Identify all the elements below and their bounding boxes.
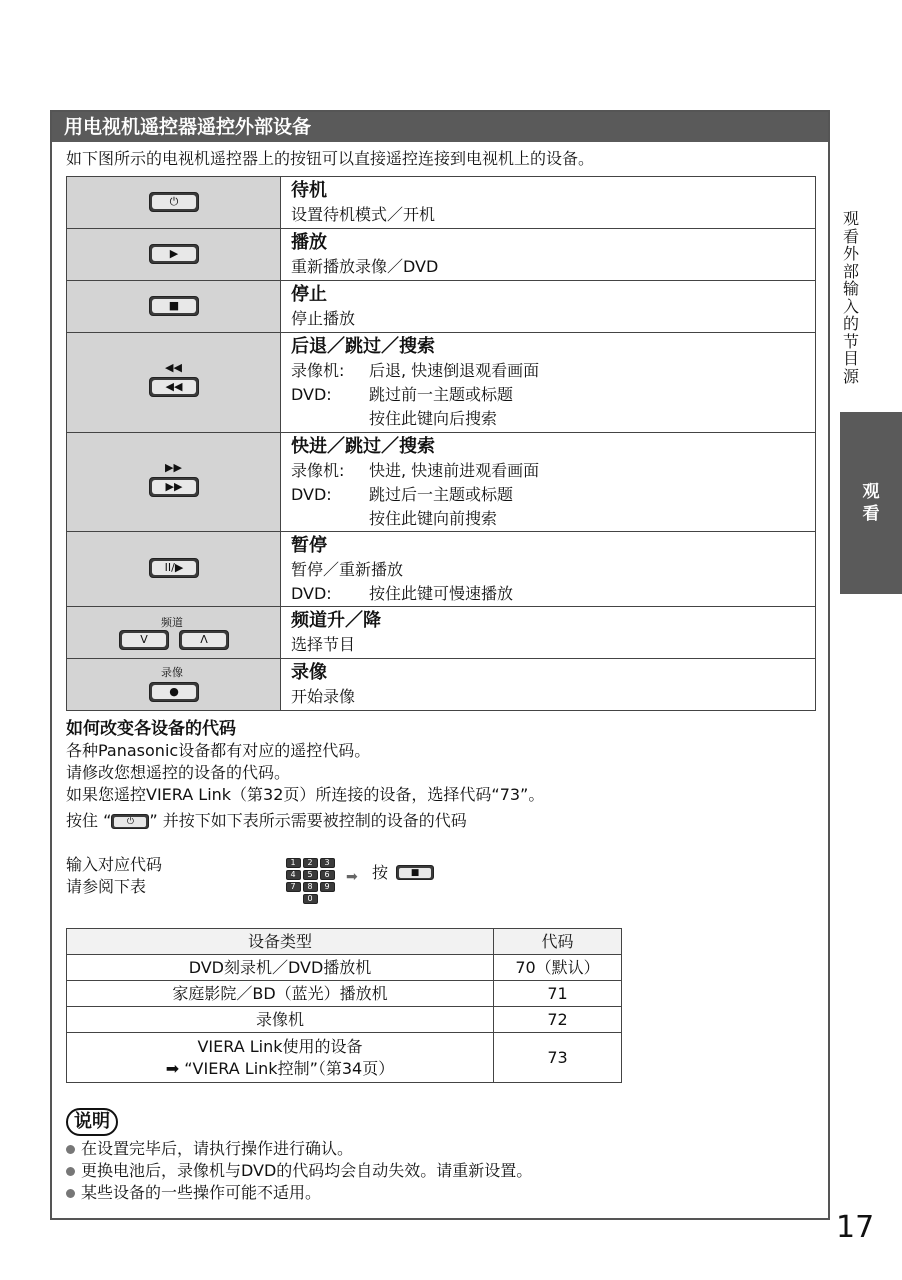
note-text: 更换电池后，录像机与DVD的代码均会自动失效。请重新设置。 [81,1161,533,1180]
dvd-line [291,483,815,507]
code-cell: 71 [494,981,622,1007]
content-frame [50,110,830,1220]
side-chapter-text [840,210,862,385]
key-row-rewind [67,333,816,433]
play-button [149,244,199,264]
key-line: 暂停／重新播放 [291,560,404,579]
key-desc [281,333,816,433]
key-line: 设置待机模式／开机 [291,205,436,224]
key-desc [281,229,816,281]
record-label: 录像 [161,666,183,679]
howto-line: 请修改您想遥控的设备的代码。 [66,763,291,782]
key-cell [67,532,281,607]
note-text: 在设置完毕后，请执行操作进行确认。 [81,1139,354,1158]
howto-line: 各种Panasonic设备都有对应的遥控代码。 [66,741,371,760]
dvd-text: 按住此键可慢速播放 [369,584,514,603]
section-title: 用电视机遥控器遥控外部设备 [52,112,828,142]
howto-line: 如果您遥控VIERA Link（第32页）所连接的设备，选择代码“73”。 [66,785,545,804]
side-char: 入 [842,296,859,316]
remote-keys-table [66,176,816,711]
bullet-icon [66,1145,75,1154]
code-cell: 73 [494,1033,622,1083]
stop-button [149,296,199,316]
key-title: 频道升／降 [291,610,381,631]
key-row-standby [67,177,816,229]
side-char: 部 [842,261,859,281]
keypad-key: 4 [286,870,301,880]
number-keypad [280,858,340,906]
key-title: 播放 [291,232,327,253]
fast-forward-button [149,477,199,497]
stop-button-small [396,865,434,880]
key-desc [281,607,816,659]
keypad-key: 2 [303,858,318,868]
key-desc [281,281,816,333]
record-button [149,682,199,702]
device-cell: 录像机 [67,1007,494,1033]
key-cell [67,433,281,532]
side-tab-label [861,481,881,525]
key-cell [67,281,281,333]
rewind-icon: ◀◀ [152,380,196,394]
instruction-post: ” 并按下如下表所示需要被控制的设备的代码 [149,811,467,830]
side-tab-watch [840,412,902,594]
vcr-text: 快进, 快速前进观看画面 [369,461,540,480]
side-tab-char: 看 [862,504,880,524]
vcr-label: 录像机: [291,461,345,480]
key-desc [281,433,816,532]
device-cell [67,1033,494,1083]
vcr-text: 后退, 快速倒退观看画面 [369,361,540,380]
dvd-label: DVD: [291,385,332,404]
key-cell [67,177,281,229]
keypad-key: 1 [286,858,301,868]
side-char: 的 [842,314,859,333]
change-code-section [66,718,806,832]
keypad-key: 5 [303,870,318,880]
skip-forward-icon: ▶▶ [165,461,182,474]
rewind-button [149,377,199,397]
vcr-label: 录像机: [291,361,345,380]
table-row [67,1033,622,1083]
table-row [67,981,622,1007]
key-row-fast-forward [67,433,816,532]
key-line: 重新播放录像／DVD [291,257,439,276]
header-code: 代码 [494,929,622,955]
power-button [149,192,199,212]
key-cell [67,229,281,281]
key-row-pause [67,532,816,607]
device-cell: 家庭影院／BD（蓝光）播放机 [67,981,494,1007]
code-cell: 72 [494,1007,622,1033]
key-title: 录像 [291,662,327,683]
dvd-text: 跳过前一主题或标题 [369,385,514,404]
key-line: 选择节目 [291,635,356,654]
dvd-label: DVD: [291,584,332,603]
key-title: 停止 [291,284,327,305]
entry-line: 请参阅下表 [66,877,147,896]
dvd-line [291,582,815,606]
key-cell [67,659,281,711]
channel-down-button [119,630,169,650]
key-line: 开始录像 [291,687,356,706]
channel-label: 频道 [161,616,183,629]
key-line: 停止播放 [291,309,356,328]
keypad-key: 7 [286,882,301,892]
inline-power-button [111,814,149,829]
chevron-down-icon: V [122,633,166,647]
chevron-up-icon: Λ [182,633,226,647]
bullet-icon [66,1167,75,1176]
keypad-key: 9 [320,882,335,892]
key-cell [67,607,281,659]
key-row-channel [67,607,816,659]
channel-up-button [179,630,229,650]
table-row [67,955,622,981]
code-entry [66,854,566,914]
keypad-key: 3 [320,858,335,868]
pause-button [149,558,199,578]
key-desc [281,532,816,607]
power-icon: ⏻ [152,195,196,209]
dvd-line [291,383,815,407]
side-tab-char: 观 [862,482,880,502]
header-device: 设备类型 [67,929,494,955]
keypad-key: 8 [303,882,318,892]
dvd-line-2: 按住此键向后搜索 [369,409,498,428]
intro-text: 如下图所示的电视机遥控器上的按钮可以直接遥控连接到电视机上的设备。 [66,149,595,168]
key-row-stop [67,281,816,333]
note-item [66,1182,532,1204]
table-row [67,1007,622,1033]
key-title: 暂停 [291,535,327,556]
instruction-pre: 按住 “ [66,811,112,830]
press-label: 按 [372,863,389,882]
record-icon: ● [152,685,196,699]
stop-icon: ■ [152,299,196,313]
device-codes-table [66,928,622,1083]
key-row-play [67,229,816,281]
notes-title: 说明 [66,1108,118,1136]
device-cell: DVD刻录机／DVD播放机 [67,955,494,981]
note-text: 某些设备的一些操作可能不适用。 [81,1183,322,1202]
pause-play-icon: II/▶ [152,561,196,575]
vcr-line [291,459,815,483]
device-line: VIERA Link使用的设备 [197,1036,363,1056]
dvd-text: 跳过后一主题或标题 [369,485,514,504]
key-title: 后退／跳过／搜索 [291,336,435,357]
note-item [66,1138,532,1160]
side-char: 外 [842,244,859,263]
side-char: 源 [842,366,859,386]
howto-title: 如何改变各设备的代码 [66,719,236,739]
stop-icon: ■ [399,868,431,878]
dvd-label: DVD: [291,485,332,504]
keypad-key: 0 [303,894,318,904]
key-row-record [67,659,816,711]
key-desc [281,659,816,711]
howto-instruction [66,810,806,832]
key-title: 待机 [291,180,327,201]
arrow-right-icon: ➡ [346,869,358,885]
play-icon: ▶ [152,247,196,261]
fast-forward-icon: ▶▶ [152,480,196,494]
keypad-key: 6 [320,870,335,880]
skip-back-icon: ◀◀ [165,361,182,374]
vcr-line [291,359,815,383]
table-header-row [67,929,622,955]
page-number: 17 [836,1210,875,1245]
note-item [66,1160,532,1182]
key-desc [281,177,816,229]
key-title: 快进／跳过／搜索 [291,436,435,457]
side-char: 看 [842,226,859,246]
device-line-2: ➡ “VIERA Link控制”（第34页） [165,1058,395,1078]
side-char: 目 [842,349,859,368]
side-char: 节 [842,331,859,351]
power-icon: ⏻ [114,817,146,827]
bullet-icon [66,1189,75,1198]
code-cell: 70（默认） [494,955,622,981]
key-cell [67,333,281,433]
side-char: 输 [842,279,859,298]
side-char: 观 [842,209,859,228]
notes-section [66,1108,532,1204]
dvd-line-2: 按住此键向前搜索 [369,509,498,528]
entry-line: 输入对应代码 [66,855,163,874]
